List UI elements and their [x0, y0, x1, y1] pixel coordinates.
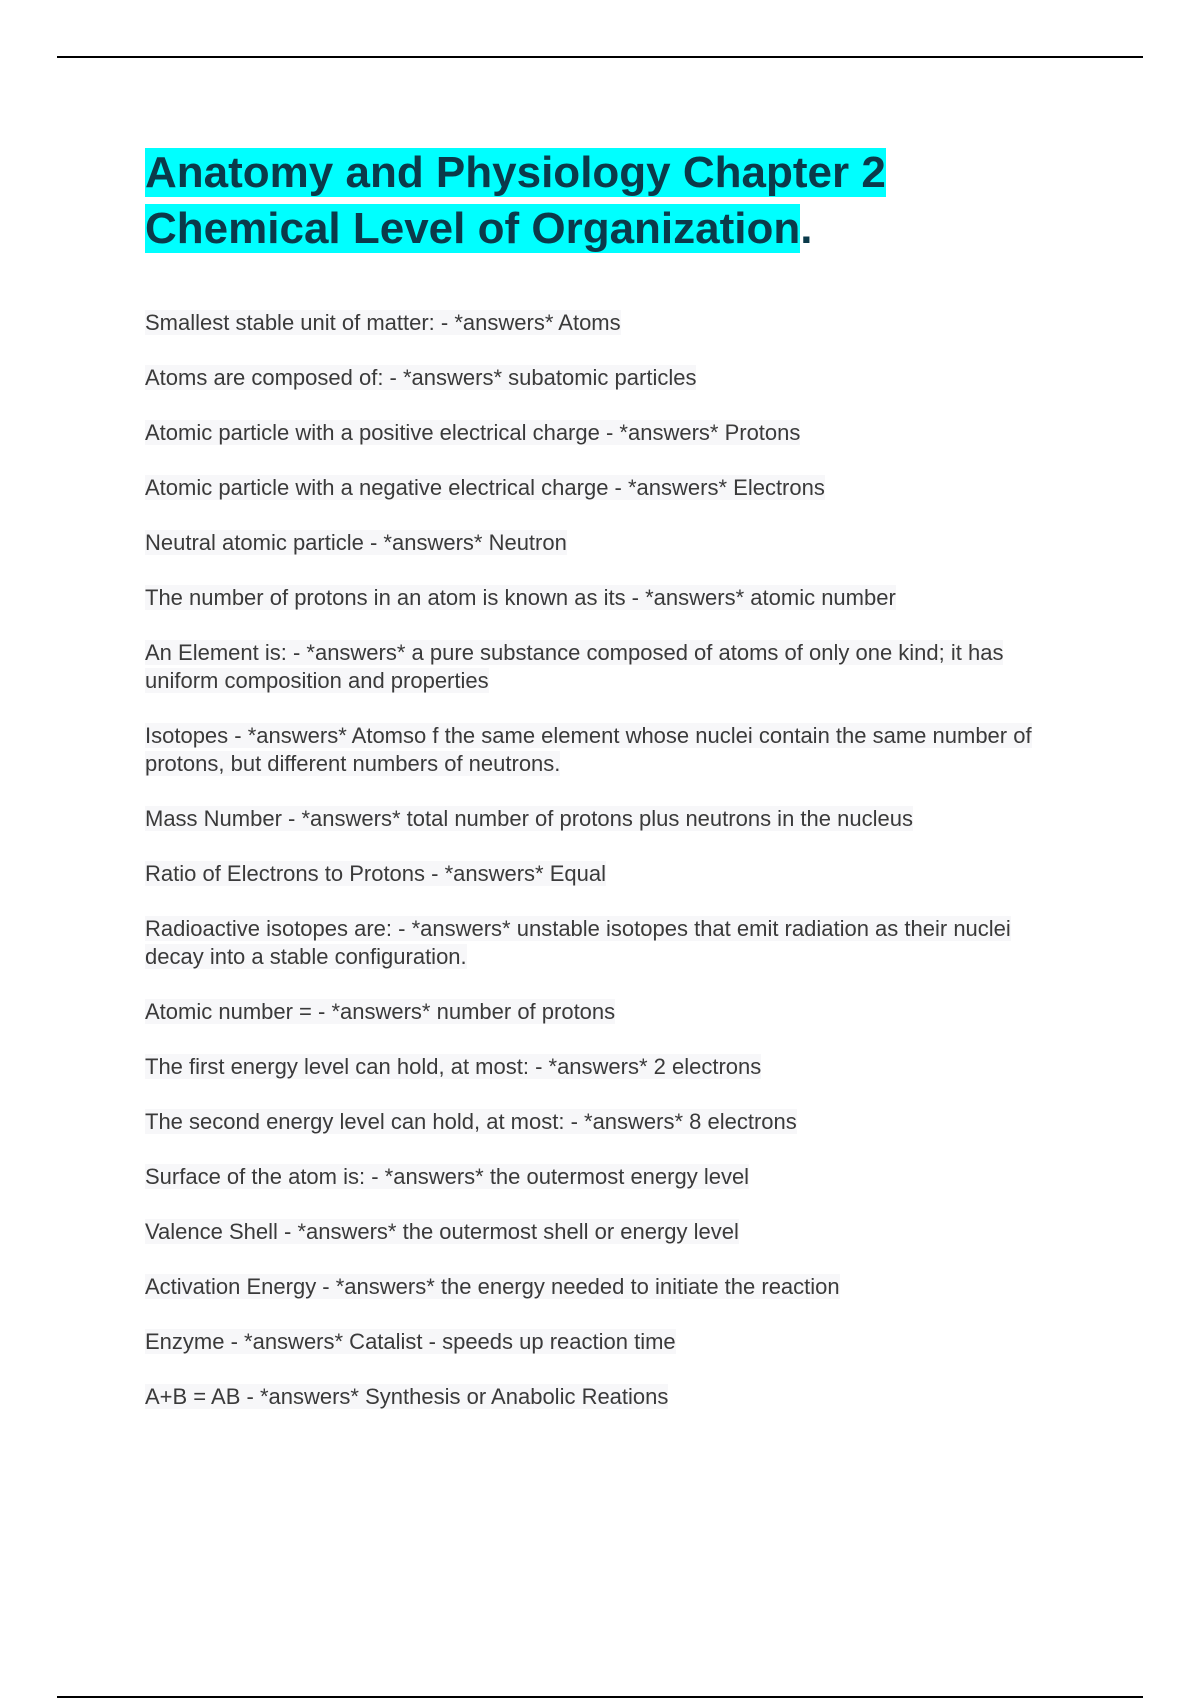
qa-item: The second energy level can hold, at most: - *answers* 8 electrons [145, 1109, 797, 1134]
qa-item: Ratio of Electrons to Protons - *answers* Equal [145, 861, 607, 886]
qa-item: Radioactive isotopes are: - *answers* unstable isotopes that emit radiation as their nuclei decay into a stable configuration. [145, 916, 1011, 969]
qa-item: Atoms are composed of: - *answers* subatomic particles [145, 365, 697, 390]
title-period: . [800, 204, 813, 253]
document-body [145, 145, 1075, 1438]
title-text: Anatomy and Physiology Chapter 2 Chemical Level of Organization [145, 148, 886, 253]
qa-item: Atomic number = - *answers* number of protons [145, 999, 616, 1024]
qa-item: The first energy level can hold, at most: - *answers* 2 electrons [145, 1054, 762, 1079]
header-rule [57, 56, 1143, 58]
qa-item: An Element is: - *answers* a pure substance composed of atoms of only one kind; it has uniform composition and properties [145, 640, 1004, 693]
qa-item: Activation Energy - *answers* the energy needed to initiate the reaction [145, 1274, 840, 1299]
qa-item: Atomic particle with a negative electrical charge - *answers* Electrons [145, 475, 825, 500]
qa-item: Surface of the atom is: - *answers* the outermost energy level [145, 1164, 750, 1189]
qa-item: The number of protons in an atom is known as its - *answers* atomic number [145, 585, 896, 610]
qa-item: Neutral atomic particle - *answers* Neutron [145, 530, 567, 555]
document-title [145, 145, 1075, 257]
qa-item: Enzyme - *answers* Catalist - speeds up reaction time [145, 1329, 676, 1354]
qa-item: Smallest stable unit of matter: - *answers* Atoms [145, 310, 621, 335]
footer-rule [57, 1696, 1143, 1698]
qa-item: Isotopes - *answers* Atomso f the same element whose nuclei contain the same number of protons, but different numbers of neutrons. [145, 723, 1032, 776]
qa-item: A+B = AB - *answers* Synthesis or Anabolic Reations [145, 1384, 669, 1409]
qa-list [145, 309, 1075, 1411]
qa-item: Valence Shell - *answers* the outermost shell or energy level [145, 1219, 739, 1244]
qa-item: Mass Number - *answers* total number of protons plus neutrons in the nucleus [145, 806, 913, 831]
qa-item: Atomic particle with a positive electrical charge - *answers* Protons [145, 420, 801, 445]
